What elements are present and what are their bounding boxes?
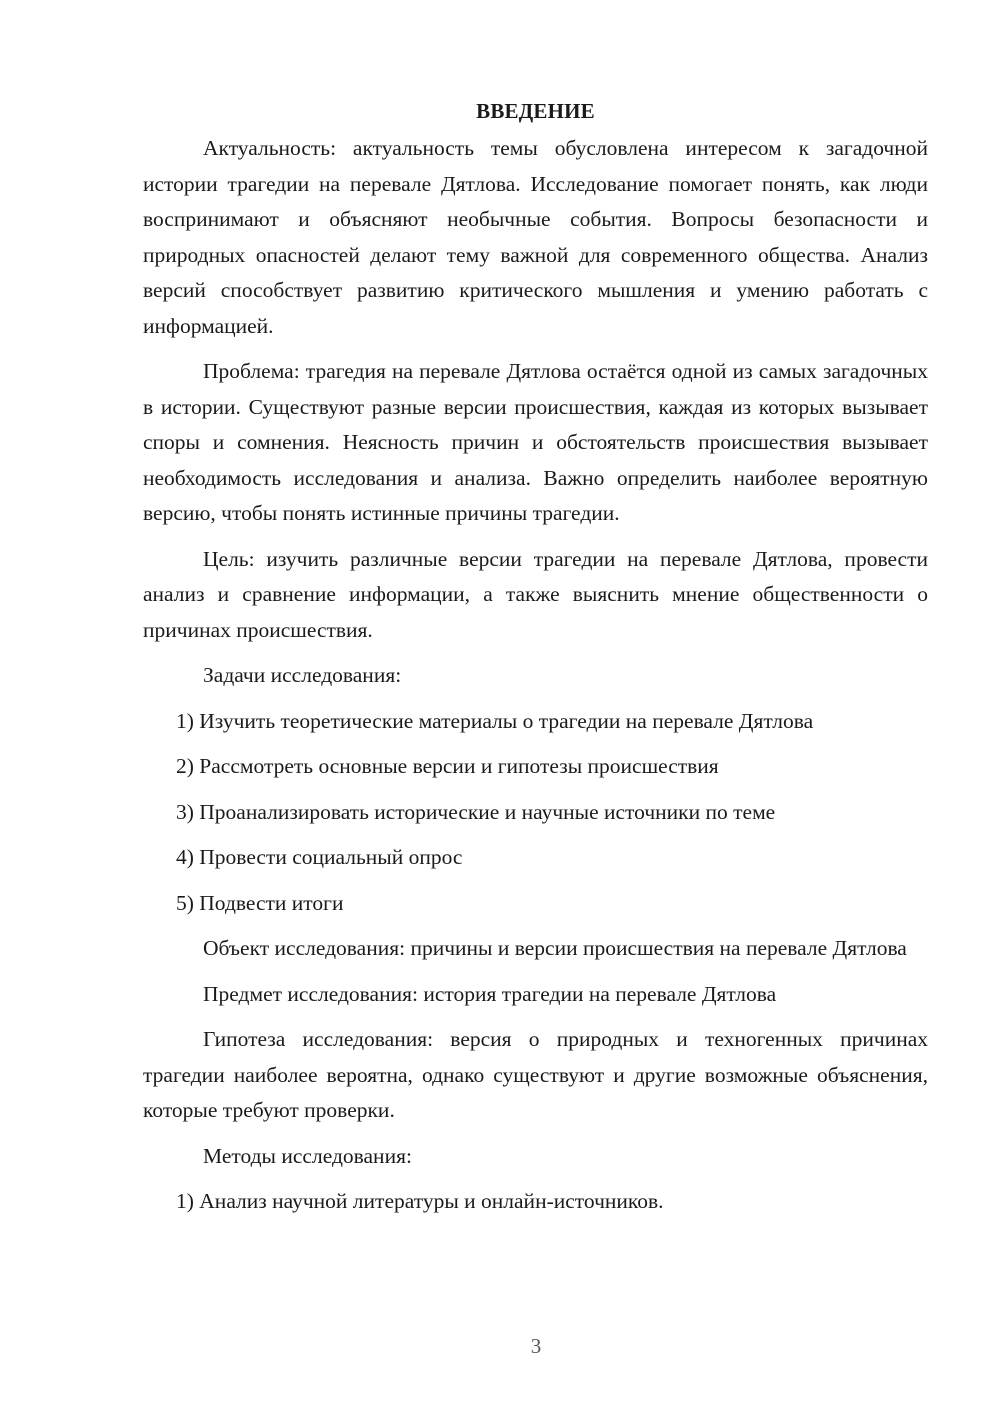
object-paragraph: Объект исследования: причины и версии происшествия на перевале Дятлова bbox=[203, 936, 907, 960]
tasks-list bbox=[143, 704, 928, 922]
hypothesis-paragraph: Гипотеза исследования: версия о природных и техногенных причинах трагедии наиболее вероятна, однако существуют и другие возможные объяснения, которые требуют проверки. bbox=[143, 1027, 928, 1122]
task-item: 1) Изучить теоретические материалы о трагедии на перевале Дятлова bbox=[176, 708, 814, 733]
relevance-paragraph: Актуальность: актуальность темы обусловлена интересом к загадочной истории трагедии на перевале Дятлова. Исследование помогает понять, как люди воспринимают и объясняют необычные события. Вопросы безопасности и природных опасностей делают тему важной для современного общества. Анализ версий способствует развитию критического мышления и умению работать с информацией. bbox=[143, 136, 928, 338]
task-item: 5) Подвести итоги bbox=[176, 890, 344, 915]
page-content bbox=[143, 95, 928, 1220]
task-item: 2) Рассмотреть основные версии и гипотезы происшествия bbox=[176, 754, 719, 778]
tasks-heading: Задачи исследования: bbox=[203, 663, 402, 687]
section-title: ВВЕДЕНИЕ bbox=[476, 99, 595, 123]
goal-paragraph: Цель: изучить различные версии трагедии на перевале Дятлова, провести анализ и сравнение информации, а также выяснить мнение общественности о причинах происшествия. bbox=[143, 546, 928, 642]
methods-list bbox=[143, 1184, 928, 1220]
task-item: 3) Проанализировать исторические и научные источники по теме bbox=[176, 799, 776, 824]
problem-paragraph: Проблема: трагедия на перевале Дятлова остаётся одной из самых загадочных в истории. Существуют разные версии происшествия, каждая из которых вызывает споры и сомнения. Неясность причин и обстоятельств происшествия вызывает необходимость исследования и анализа. Важно определить наиболее вероятную версию, чтобы понять истинные причины трагедии. bbox=[143, 359, 928, 525]
subject-paragraph: Предмет исследования: история трагедии на перевале Дятлова bbox=[203, 981, 777, 1006]
method-item: 1) Анализ научной литературы и онлайн-источников. bbox=[176, 1189, 664, 1213]
methods-heading: Методы исследования: bbox=[203, 1143, 412, 1168]
page-number: 3 bbox=[530, 1334, 542, 1358]
task-item: 4) Провести социальный опрос bbox=[176, 845, 463, 869]
